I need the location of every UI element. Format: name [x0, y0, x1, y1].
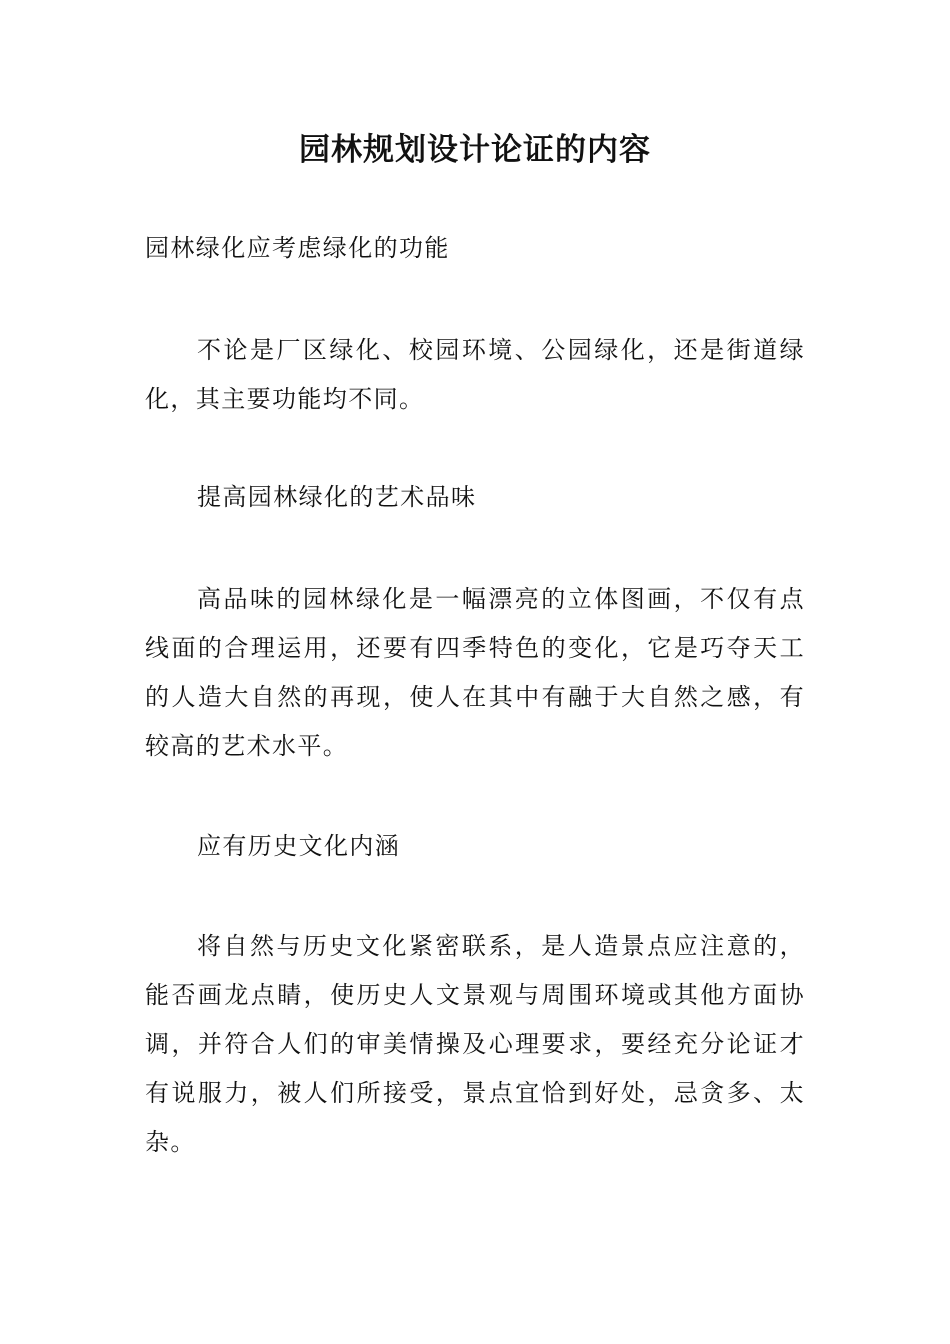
section-heading-1: 园林绿化应考虑绿化的功能 — [145, 234, 450, 262]
section-paragraph-1: 不论是厂区绿化、校园环境、公园绿化，还是街道绿化，其主要功能均不同。 — [145, 336, 805, 413]
section-heading-2: 提高园林绿化的艺术品味 — [197, 483, 477, 511]
section-paragraph-2: 高品味的园林绿化是一幅漂亮的立体图画，不仅有点线面的合理运用，还要有四季特色的变化，它是巧夺天工的人造大自然的再现，使人在其中有融于大自然之感，有较高的艺术水平。 — [145, 585, 805, 760]
section-paragraph-3: 将自然与历史文化紧密联系，是人造景点应注意的，能否画龙点睛，使历史人文景观与周围环境或其他方面协调，并符合人们的审美情操及心理要求，要经充分论证才有说服力，被人们所接受，景点宜恰到好处，忌贪多、太杂。 — [145, 932, 805, 1156]
section-heading-3: 应有历史文化内涵 — [197, 832, 401, 860]
document-title: 园林规划设计论证的内容 — [299, 132, 651, 168]
